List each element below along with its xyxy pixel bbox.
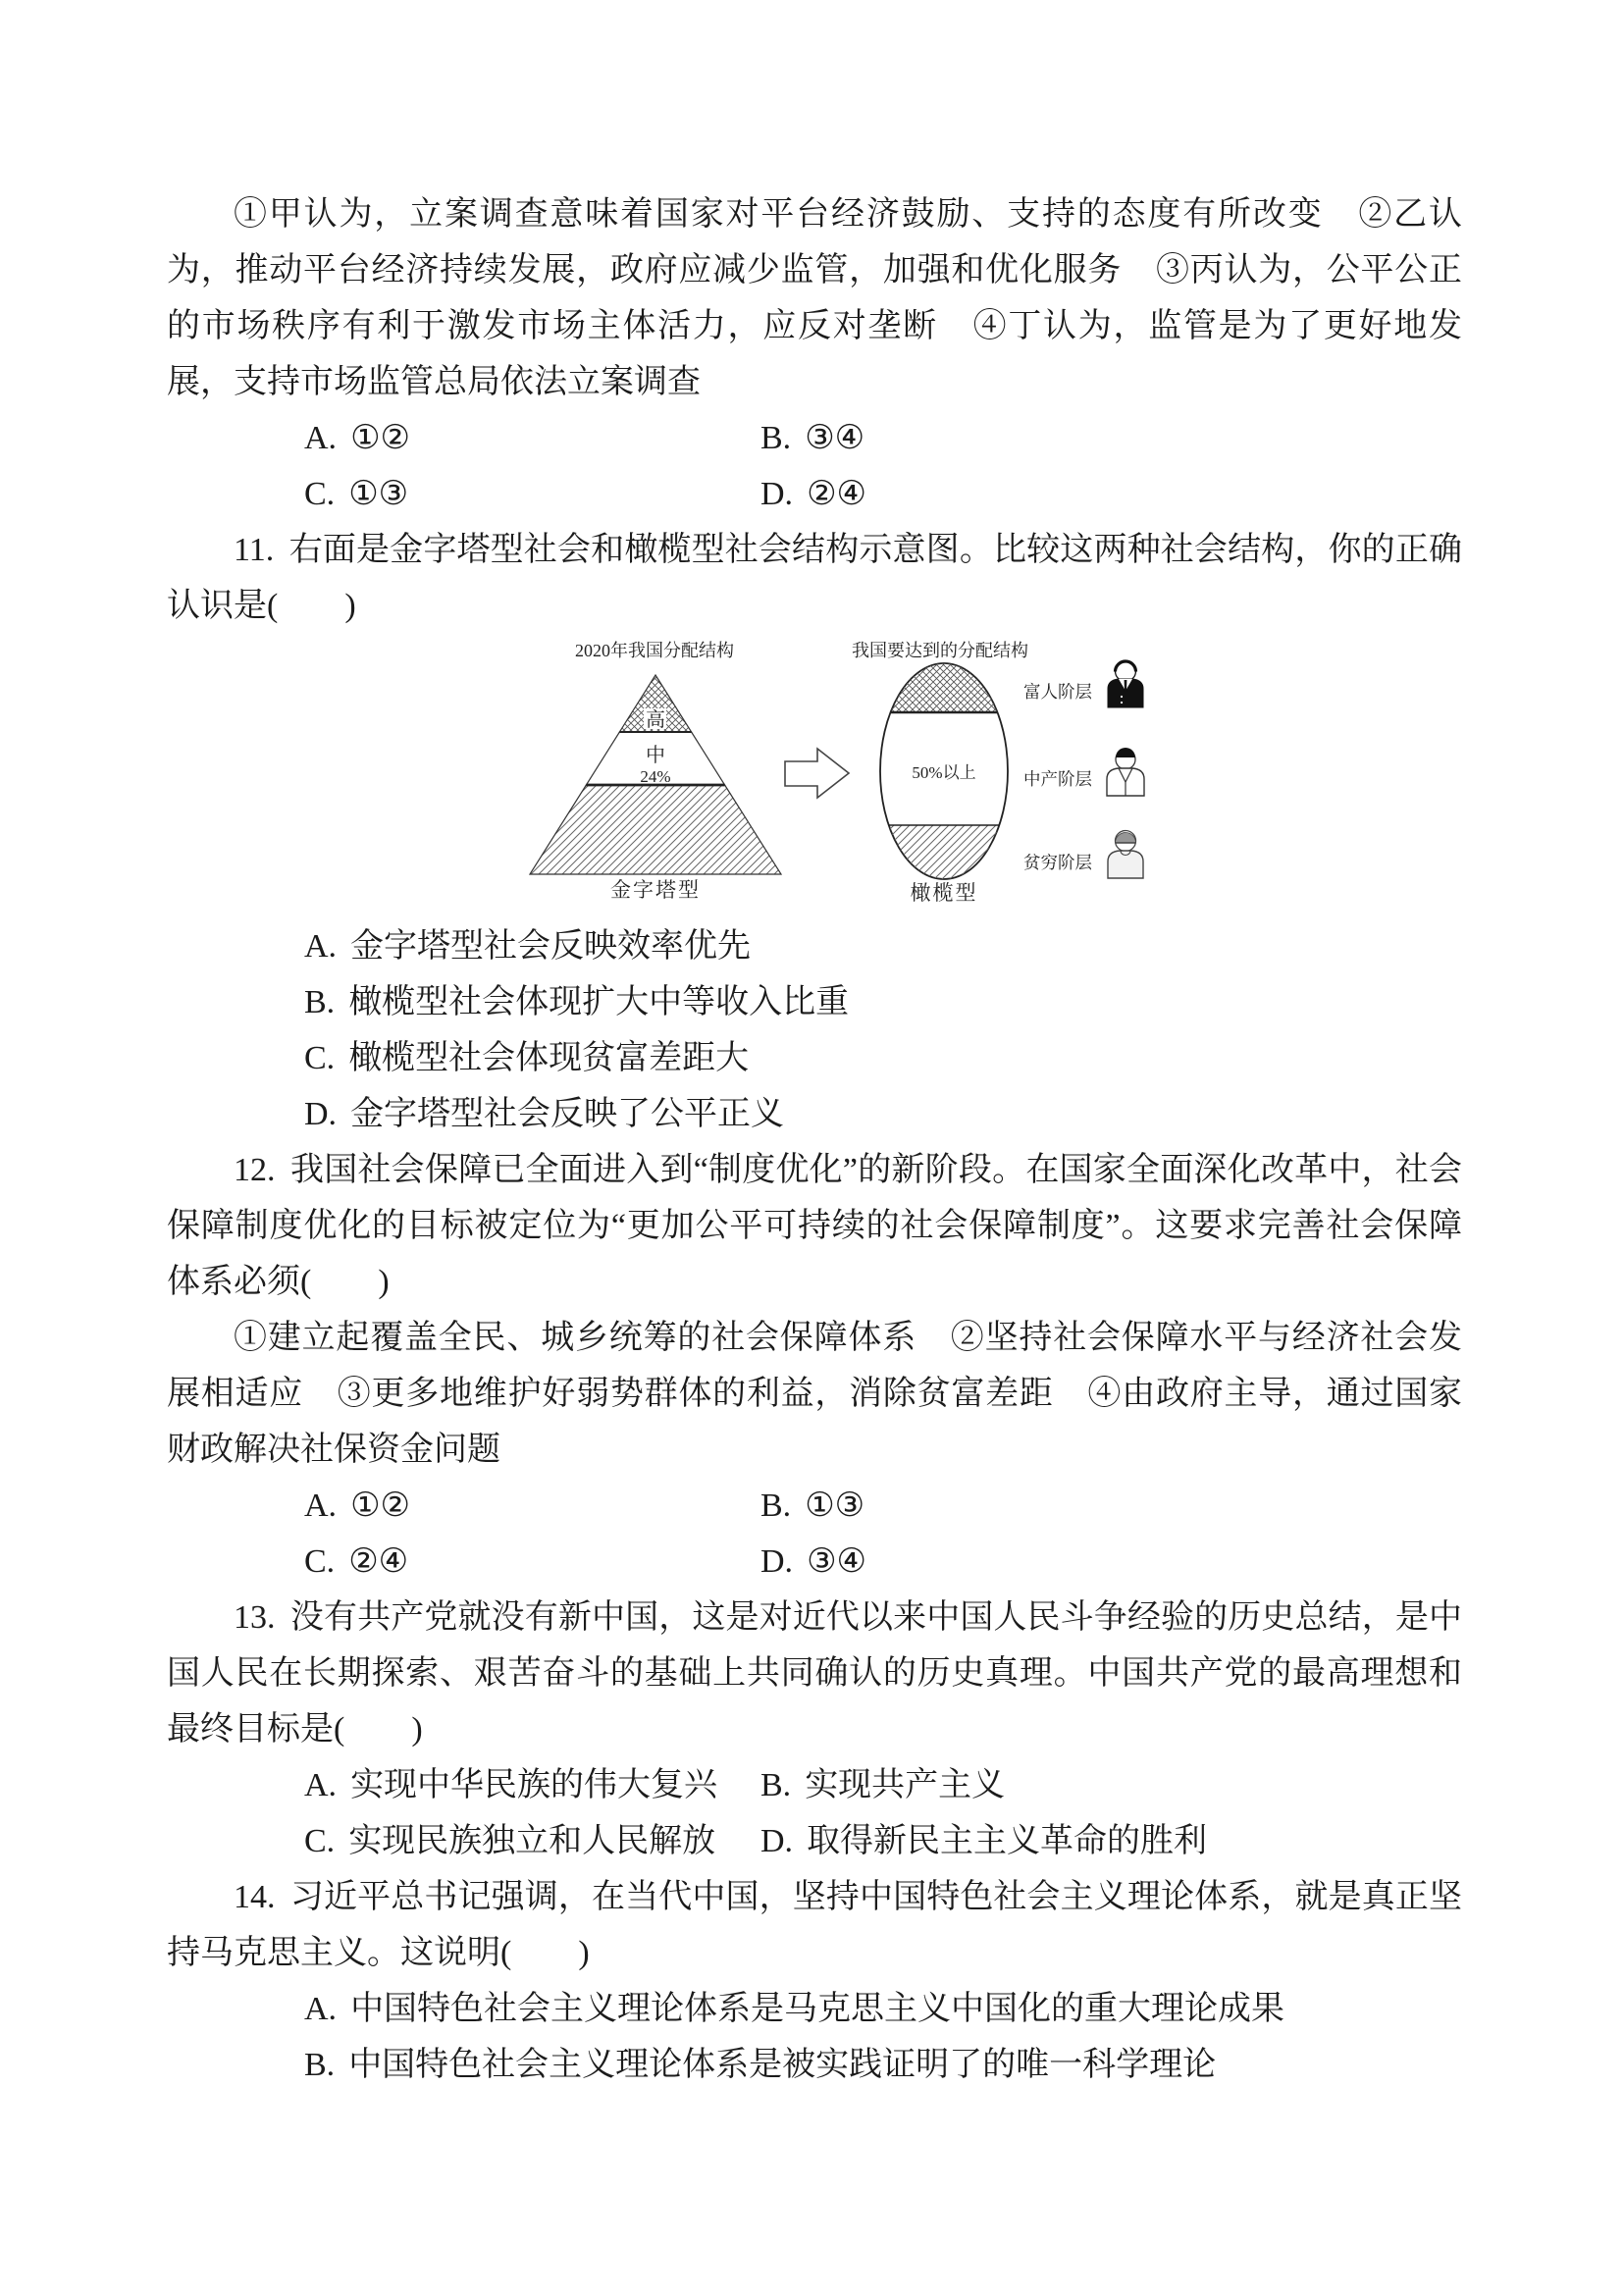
- option-label: B.: [304, 984, 336, 1020]
- legend-rich-label: 富人阶层: [1023, 682, 1092, 702]
- question-11-option-b: [167, 974, 1462, 1030]
- question-13-options-row-1: [167, 1757, 1462, 1813]
- option-text: ①③: [805, 1487, 865, 1524]
- social-structure-diagram: [363, 634, 1462, 918]
- option-a: [304, 1478, 760, 1534]
- option-label: C.: [304, 1543, 336, 1580]
- option-d: [304, 1086, 784, 1142]
- legend-middle-label: 中产阶层: [1023, 769, 1092, 789]
- option-b: [760, 1757, 1005, 1813]
- option-label: A.: [304, 420, 338, 456]
- option-a: [304, 1757, 760, 1813]
- option-text: 金字塔型社会反映效率优先: [350, 928, 752, 965]
- option-text: 实现中华民族的伟大复兴: [350, 1767, 718, 1803]
- option-c: [304, 1813, 760, 1869]
- option-label: D.: [760, 476, 794, 512]
- question-text: 没有共产党就没有新中国，这是对近代以来中国人民斗争经验的历史总结，是中国人民在长期探索、艰苦奋斗的基础上共同确认的历史真理。中国共产党的最高理想和最终目标是( ): [167, 1599, 1462, 1748]
- middle-class-person-icon: [1107, 748, 1144, 796]
- option-c: [304, 466, 760, 522]
- question-12-options-row-2: [167, 1534, 1462, 1590]
- question-10-options-row-2: [167, 466, 1462, 522]
- pyramid-middle-label: 中: [646, 745, 665, 766]
- rich-person-icon: [1108, 660, 1143, 707]
- question-number: 13.: [234, 1599, 276, 1636]
- option-label: D.: [304, 1096, 338, 1132]
- option-text: ①②: [350, 420, 411, 456]
- option-b: [760, 1478, 864, 1534]
- pyramid-title: 2020年我国分配结构: [575, 641, 734, 660]
- option-text: 中国特色社会主义理论体系是被实践证明了的唯一科学理论: [348, 2047, 1217, 2083]
- pyramid-shape: [530, 675, 781, 874]
- option-label: C.: [304, 476, 336, 512]
- option-d: [760, 1534, 866, 1590]
- question-11-option-d: [167, 1086, 1462, 1142]
- question-number: 12.: [234, 1152, 276, 1188]
- option-text: 取得新民主主义革命的胜利: [807, 1823, 1208, 1859]
- olive-shape: [878, 661, 1011, 881]
- poor-person-icon: [1108, 831, 1143, 879]
- olive-middle-label: 50%以上: [912, 763, 976, 782]
- pyramid-caption: 金字塔型: [610, 878, 701, 902]
- option-label: D.: [760, 1543, 794, 1580]
- question-12-options-row-1: [167, 1478, 1462, 1534]
- option-label: B.: [760, 1767, 792, 1803]
- legend-poor-label: 贫穷阶层: [1023, 853, 1092, 872]
- option-a: [304, 1981, 1284, 2037]
- olive-caption: 橄榄型: [910, 881, 978, 905]
- question-12-stem: [167, 1142, 1462, 1310]
- pyramid-middle-value: 24%: [640, 767, 671, 786]
- option-d: [760, 1813, 1207, 1869]
- option-label: A.: [304, 1767, 338, 1803]
- option-a: [304, 410, 760, 466]
- option-c: [304, 1534, 760, 1590]
- question-10-continuation: ①甲认为，立案调查意味着国家对平台经济鼓励、支持的态度有所改变 ②乙认为，推动平台经济持续发展，政府应减少监管，加强和优化服务 ③丙认为，公平公正的市场秩序有利于激发市场主体活力，应反对垄断 ④丁认为，监管是为了更好地发展，支持市场监管总局依法立案调查: [167, 196, 1462, 400]
- option-b: [760, 410, 864, 466]
- option-a: [304, 918, 751, 974]
- option-label: B.: [760, 420, 792, 456]
- question-10-options-row-1: [167, 410, 1462, 466]
- option-text: ①②: [350, 1487, 411, 1524]
- pyramid-top-label: 高: [646, 709, 665, 731]
- option-text: 金字塔型社会反映了公平正义: [350, 1096, 785, 1132]
- question-text: 我国社会保障已全面进入到“制度优化”的新阶段。在国家全面深化改革中，社会保障制度优化的目标被定位为“更加公平可持续的社会保障制度”。这要求完善社会保障体系必须( ): [167, 1152, 1462, 1300]
- option-text: ③④: [805, 420, 865, 456]
- option-text: ②④: [348, 1543, 409, 1580]
- question-14-option-a: [167, 1981, 1462, 2037]
- option-d: [760, 466, 866, 522]
- option-text: 橄榄型社会体现扩大中等收入比重: [348, 984, 850, 1020]
- option-label: C.: [304, 1040, 336, 1076]
- option-text: ③④: [807, 1543, 867, 1580]
- question-12-items: ①建立起覆盖全民、城乡统筹的社会保障体系 ②坚持社会保障水平与经济社会发展相适应 ③更多地维护好弱势群体的利益，消除贫富差距 ④由政府主导，通过国家财政解决社保资金问题: [167, 1320, 1462, 1468]
- question-11-stem: [167, 522, 1462, 634]
- option-label: B.: [304, 2047, 336, 2083]
- question-text: 习近平总书记强调，在当代中国，坚持中国特色社会主义理论体系，就是真正坚持马克思主义。这说明( ): [167, 1879, 1462, 1971]
- question-11-option-c: [167, 1030, 1462, 1086]
- option-label: A.: [304, 1991, 338, 2027]
- option-text: 实现民族独立和人民解放: [348, 1823, 716, 1859]
- option-label: C.: [304, 1823, 336, 1859]
- question-11-option-a: [167, 918, 1462, 974]
- option-label: B.: [760, 1487, 792, 1524]
- option-text: ②④: [807, 476, 867, 512]
- question-14-option-b: [167, 2037, 1462, 2093]
- option-c: [304, 1030, 749, 1086]
- question-14-stem: [167, 1869, 1462, 1981]
- right-arrow-icon: [785, 749, 849, 798]
- option-text: ①③: [348, 476, 409, 512]
- question-number: 11.: [234, 532, 275, 568]
- option-text: 中国特色社会主义理论体系是马克思主义中国化的重大理论成果: [350, 1991, 1285, 2027]
- option-label: A.: [304, 1487, 338, 1524]
- question-text: 右面是金字塔型社会和橄榄型社会结构示意图。比较这两种社会结构，你的正确认识是( ): [167, 532, 1462, 624]
- question-13-stem: [167, 1590, 1462, 1757]
- option-label: D.: [760, 1823, 794, 1859]
- option-b: [304, 974, 849, 1030]
- option-text: 实现共产主义: [805, 1767, 1006, 1803]
- option-b: [304, 2037, 1216, 2093]
- social-structure-diagram-svg: [363, 634, 1178, 918]
- question-number: 14.: [234, 1879, 276, 1915]
- olive-title: 我国要达到的分配结构: [852, 641, 1028, 660]
- question-13-options-row-2: [167, 1813, 1462, 1869]
- option-label: A.: [304, 928, 338, 965]
- option-text: 橄榄型社会体现贫富差距大: [348, 1040, 750, 1076]
